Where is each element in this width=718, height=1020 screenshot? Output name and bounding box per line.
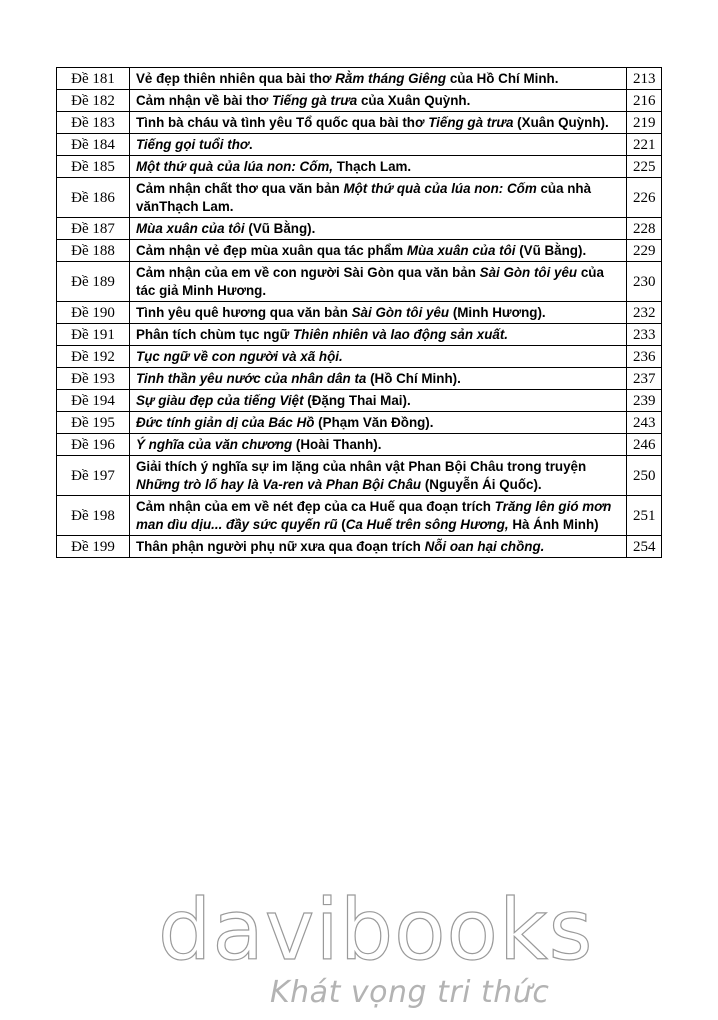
toc-row-title [130, 218, 627, 240]
title-segment: (Xuân Quỳnh). [513, 115, 609, 130]
toc-row-title [130, 262, 627, 302]
title-segment: Thân phận người phụ nữ xưa qua đoạn trích [136, 539, 425, 554]
toc-row [57, 496, 662, 536]
title-segment: Vẻ đẹp thiên nhiên qua bài thơ [136, 71, 336, 86]
title-segment: (Phạm Văn Đồng). [314, 415, 434, 430]
toc-row-page: 228 [627, 218, 662, 240]
toc-row [57, 536, 662, 558]
toc-row-title [130, 496, 627, 536]
title-italic-segment: Mùa xuân của tôi [406, 243, 516, 258]
title-segment: . [248, 137, 253, 152]
toc-row-page: 250 [627, 456, 662, 496]
toc-row-number: Đề 182 [57, 90, 130, 112]
toc-row [57, 302, 662, 324]
toc-row-title [130, 456, 627, 496]
title-segment: Giải thích ý nghĩa sự im lặng của nhân vật Phan Bội Châu trong truyện [136, 459, 587, 474]
toc-row-title [130, 434, 627, 456]
toc-row-number: Đề 199 [57, 536, 130, 558]
toc-row-title [130, 134, 627, 156]
toc-row-title [130, 536, 627, 558]
toc-row-title [130, 156, 627, 178]
toc-row-title [130, 178, 627, 218]
toc-row [57, 240, 662, 262]
title-segment: của Xuân Quỳnh. [357, 93, 471, 108]
toc-row-number: Đề 190 [57, 302, 130, 324]
title-segment: Hà Ánh Minh) [508, 517, 599, 532]
toc-row-page: 243 [627, 412, 662, 434]
title-segment: Thạch Lam. [333, 159, 412, 174]
title-italic-segment: Một thứ quà của lúa non: Cốm, [136, 159, 334, 174]
toc-row-number: Đề 189 [57, 262, 130, 302]
toc-row [57, 68, 662, 90]
toc-row-page: 254 [627, 536, 662, 558]
toc-row-page: 213 [627, 68, 662, 90]
toc-row-page: 230 [627, 262, 662, 302]
toc-row-number: Đề 181 [57, 68, 130, 90]
title-segment: (Đặng Thai Mai). [303, 393, 411, 408]
toc-row-number: Đề 192 [57, 346, 130, 368]
toc-row-title [130, 112, 627, 134]
toc-row-title [130, 68, 627, 90]
toc-row-number: Đề 194 [57, 390, 130, 412]
watermark-brand: davibooks [158, 881, 594, 979]
title-italic-segment: Tiếng gà trưa [428, 115, 514, 130]
toc-row-page: 216 [627, 90, 662, 112]
toc-row-page: 221 [627, 134, 662, 156]
title-segment: (Vũ Bằng). [244, 221, 316, 236]
title-italic-segment: Sự giàu đẹp của tiếng Việt [136, 393, 304, 408]
toc-row-title [130, 368, 627, 390]
title-italic-segment: Tục ngữ về con người và xã hội. [136, 349, 343, 364]
title-segment: của tác giả Minh Hương. [136, 265, 604, 298]
toc-row [57, 390, 662, 412]
toc-body [57, 68, 662, 558]
title-segment: (Hồ Chí Minh). [366, 371, 461, 386]
toc-row [57, 90, 662, 112]
title-segment: (Vũ Bằng). [515, 243, 587, 258]
toc-row [57, 456, 662, 496]
title-segment: ( [337, 517, 346, 532]
title-segment: (Minh Hương). [449, 305, 546, 320]
toc-row-number: Đề 185 [57, 156, 130, 178]
title-italic-segment: Một thứ quà của lúa non: Cốm [343, 181, 537, 196]
toc-row-title [130, 240, 627, 262]
title-segment: Cảm nhận của em về con người Sài Gòn qua văn bản [136, 265, 480, 280]
toc-row-title [130, 412, 627, 434]
title-segment: (Nguyễn Ái Quốc). [421, 477, 542, 492]
title-segment: Cảm nhận của em về nét đẹp của ca Huế qua đoạn trích [136, 499, 495, 514]
title-italic-segment: Mùa xuân của tôi [136, 221, 245, 236]
title-segment: Cảm nhận chất thơ qua văn bản [136, 181, 344, 196]
toc-row-page: 251 [627, 496, 662, 536]
title-italic-segment: Nỗi oan hại chồng. [424, 539, 545, 554]
toc-row [57, 412, 662, 434]
toc-row [57, 134, 662, 156]
title-italic-segment: Tinh thần yêu nước của nhân dân ta [136, 371, 367, 386]
toc-row-number: Đề 188 [57, 240, 130, 262]
title-italic-segment: Đức tính giản dị của Bác Hồ [136, 415, 315, 430]
title-italic-segment: Những trò lố hay là Va-ren và Phan Bội Châu [136, 477, 422, 492]
toc-row [57, 346, 662, 368]
toc-row-number: Đề 184 [57, 134, 130, 156]
title-italic-segment: Sài Gòn tôi yêu [351, 305, 450, 320]
toc-row-page: 246 [627, 434, 662, 456]
title-italic-segment: Ca Huế trên sông Hương, [345, 517, 509, 532]
title-segment: (Hoài Thanh). [292, 437, 382, 452]
toc-row [57, 218, 662, 240]
toc-row-page: 236 [627, 346, 662, 368]
title-segment: Cảm nhận về bài thơ [136, 93, 273, 108]
title-segment: Phân tích chùm tục ngữ [136, 327, 293, 342]
title-segment: của nhà vănThạch Lam. [136, 181, 592, 214]
toc-table [56, 67, 662, 558]
title-italic-segment: Sài Gòn tôi yêu [479, 265, 578, 280]
toc-row-number: Đề 187 [57, 218, 130, 240]
toc-row [57, 112, 662, 134]
toc-row-title [130, 302, 627, 324]
toc-row-page: 225 [627, 156, 662, 178]
toc-row-title [130, 346, 627, 368]
toc-row-page: 226 [627, 178, 662, 218]
toc-row-number: Đề 193 [57, 368, 130, 390]
toc-row-page: 232 [627, 302, 662, 324]
watermark-tagline: Khát vọng tri thức [270, 975, 550, 1010]
title-italic-segment: Rằm tháng Giêng [335, 71, 447, 86]
toc-row-number: Đề 183 [57, 112, 130, 134]
toc-row-title [130, 90, 627, 112]
toc-row-page: 237 [627, 368, 662, 390]
toc-row-number: Đề 195 [57, 412, 130, 434]
toc-row-page: 239 [627, 390, 662, 412]
toc-row [57, 434, 662, 456]
title-segment: Tình yêu quê hương qua văn bản [136, 305, 352, 320]
toc-row-number: Đề 186 [57, 178, 130, 218]
toc-row-number: Đề 196 [57, 434, 130, 456]
toc-row-number: Đề 198 [57, 496, 130, 536]
toc-row [57, 156, 662, 178]
toc-row [57, 262, 662, 302]
toc-row-number: Đề 191 [57, 324, 130, 346]
title-segment: Cảm nhận vẻ đẹp mùa xuân qua tác phẩm [136, 243, 407, 258]
title-italic-segment: Thiên nhiên và lao động sản xuất. [293, 327, 509, 342]
title-italic-segment: Tiếng gà trưa [272, 93, 358, 108]
toc-row [57, 368, 662, 390]
toc-row [57, 324, 662, 346]
title-italic-segment: Ý nghĩa của văn chương [136, 437, 293, 452]
toc-row-page: 219 [627, 112, 662, 134]
toc-row-page: 229 [627, 240, 662, 262]
toc-row [57, 178, 662, 218]
toc-row-title [130, 324, 627, 346]
toc-row-title [130, 390, 627, 412]
title-italic-segment: Trăng lên gió mơn man dìu dịu... đầy sức quyến rũ [136, 499, 612, 532]
title-segment: Tình bà cháu và tình yêu Tổ quốc qua bài thơ [136, 115, 429, 130]
toc-row-page: 233 [627, 324, 662, 346]
title-italic-segment: Tiếng gọi tuổi thơ [136, 137, 249, 152]
title-segment: của Hồ Chí Minh. [446, 71, 559, 86]
toc-row-number: Đề 197 [57, 456, 130, 496]
